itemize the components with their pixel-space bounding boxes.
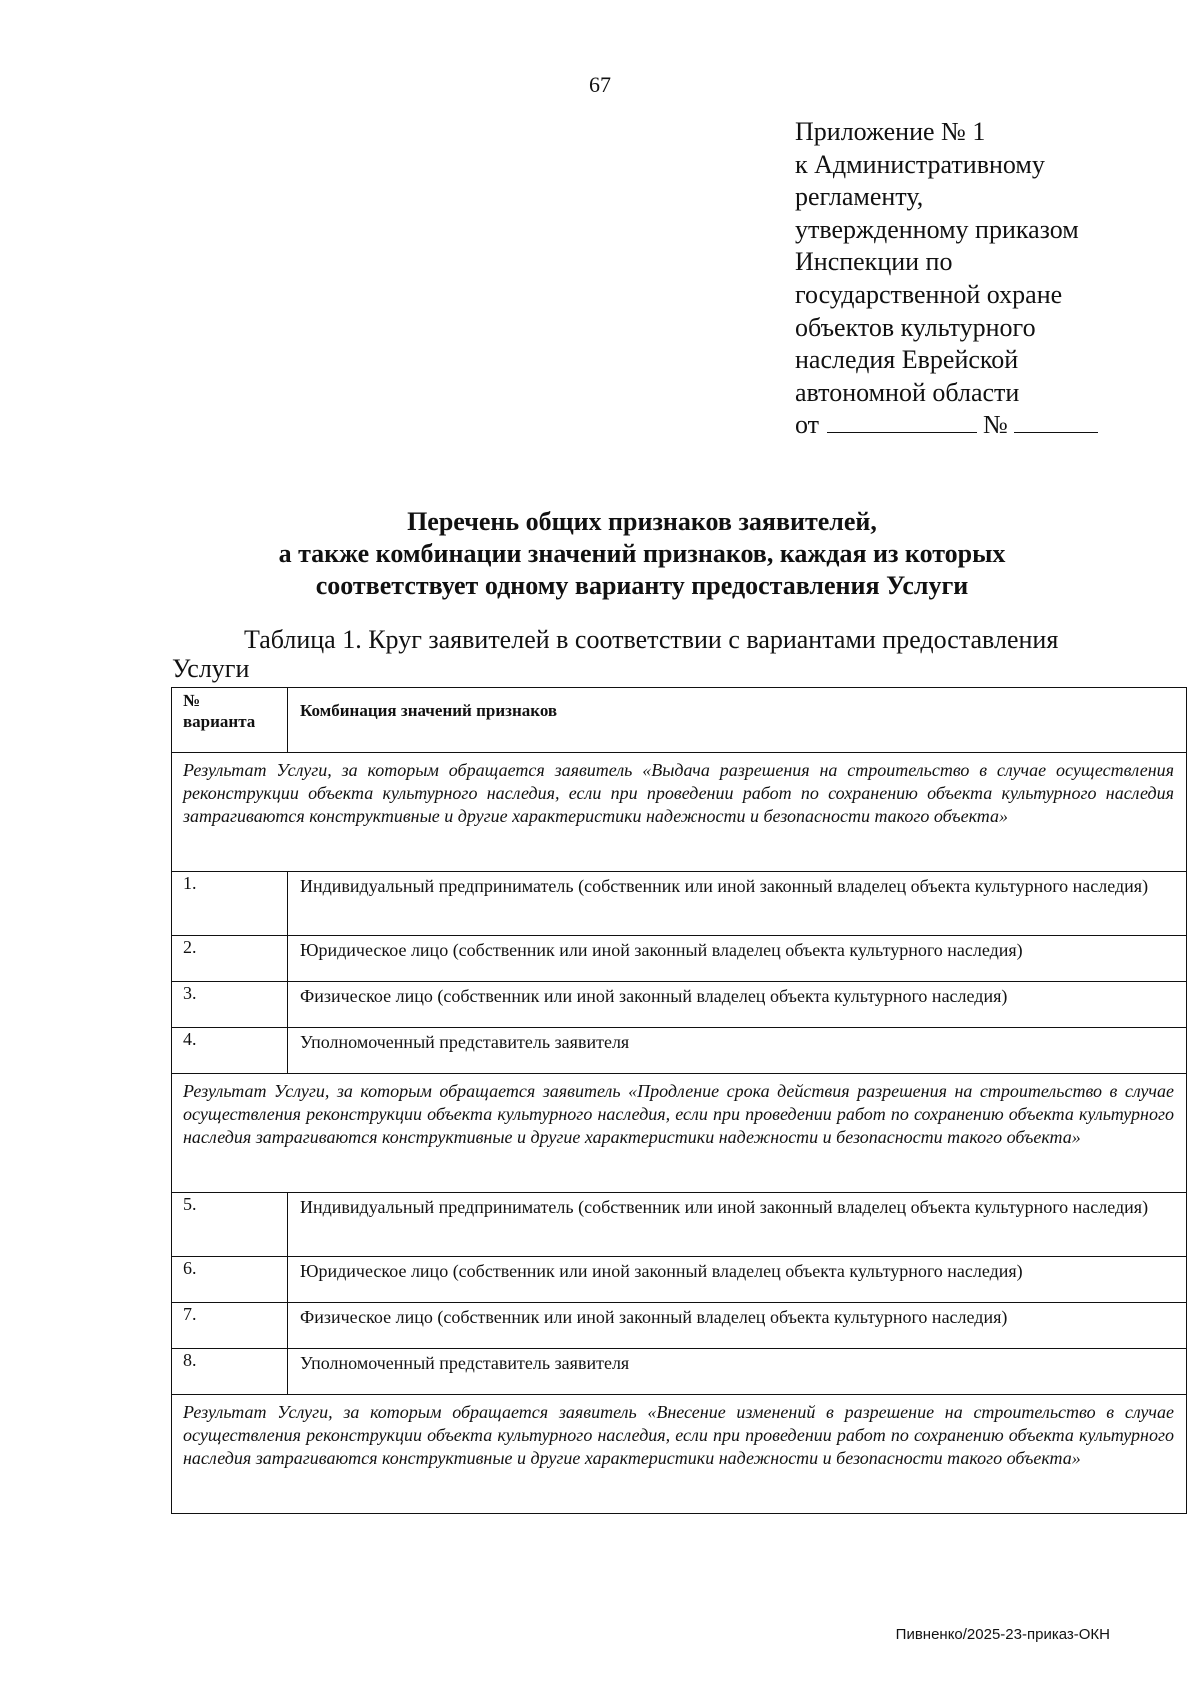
footer-code: Пивненко/2025-23-приказ-ОКН [895, 1626, 1110, 1643]
table-row [172, 982, 1187, 1028]
variant-number: 8. [172, 1349, 288, 1395]
header-combination-cell: Комбинация значений признаков [288, 688, 1187, 753]
variants-table [171, 687, 1187, 1514]
table-row [172, 936, 1187, 982]
variant-description: Физическое лицо (собственник или иной законный владелец объекта культурного наследия) [288, 982, 1187, 1028]
approval-block [795, 116, 1175, 442]
table-caption-text: Таблица 1. Круг заявителей в соответствии с вариантами предоставления Услуги [172, 625, 1059, 683]
variant-description: Уполномоченный представитель заявителя [288, 1349, 1187, 1395]
header-number-line: № [183, 691, 201, 710]
approval-line: наследия Еврейской [795, 345, 1019, 375]
document-title [170, 506, 1114, 602]
number-blank [1014, 410, 1098, 433]
header-number-line: варианта [183, 712, 256, 731]
date-prefix: от [795, 410, 820, 440]
variant-description: Юридическое лицо (собственник или иной законный владелец объекта культурного наследия) [288, 936, 1187, 982]
table-header-row [172, 688, 1187, 753]
section-row [172, 753, 1187, 872]
section-result-text: Результат Услуги, за которым обращается заявитель «Продление срока действия разрешения на строительство в случае осуществления реконструкции объекта культурного наследия, если при проведении работ по сохранению объекта культурного наследия затрагиваются конструктивные и другие характеристики надежности и безопасности такого объекта» [172, 1074, 1187, 1193]
title-line: соответствует одному варианту предоставления Услуги [315, 571, 969, 600]
approval-line: автономной области [795, 377, 1020, 407]
variant-number: 7. [172, 1303, 288, 1349]
table-row [172, 1303, 1187, 1349]
approval-line: утвержденному приказом [795, 214, 1079, 244]
section-result-text: Результат Услуги, за которым обращается заявитель «Выдача разрешения на строительство в случае осуществления реконструкции объекта культурного наследия, если при проведении работ по сохранению объекта культурного наследия затрагиваются конструктивные и другие характеристики надежности и безопасности такого объекта» [172, 753, 1187, 872]
variant-description: Уполномоченный представитель заявителя [288, 1028, 1187, 1074]
section-row [172, 1395, 1187, 1514]
title-line: а также комбинации значений признаков, каждая из которых [278, 539, 1006, 568]
variant-number: 3. [172, 982, 288, 1028]
approval-line: Инспекции по [795, 247, 953, 277]
table-caption [172, 625, 1114, 683]
variant-number: 5. [172, 1193, 288, 1257]
variant-number: 4. [172, 1028, 288, 1074]
table-row [172, 872, 1187, 936]
approval-line: регламенту, [795, 182, 924, 212]
section-row [172, 1074, 1187, 1193]
variant-description: Физическое лицо (собственник или иной законный владелец объекта культурного наследия) [288, 1303, 1187, 1349]
variant-description: Юридическое лицо (собственник или иной законный владелец объекта культурного наследия) [288, 1257, 1187, 1303]
approval-line: государственной охране [795, 279, 1063, 309]
table-row [172, 1193, 1187, 1257]
title-line: Перечень общих признаков заявителей, [407, 507, 877, 536]
approval-line: объектов культурного [795, 312, 1036, 342]
table-row [172, 1257, 1187, 1303]
table-row [172, 1028, 1187, 1074]
variant-description: Индивидуальный предприниматель (собственник или иной законный владелец объекта культурного наследия) [288, 872, 1187, 936]
approval-line: Приложение № 1 [795, 117, 986, 146]
date-blank [827, 410, 977, 433]
section-result-text: Результат Услуги, за которым обращается заявитель «Внесение изменений в разрешение на строительство в случае осуществления реконструкции объекта культурного наследия, если при проведении работ по сохранению объекта культурного наследия затрагиваются конструктивные и другие характеристики надежности и безопасности такого объекта» [172, 1395, 1187, 1514]
variant-number: 1. [172, 872, 288, 936]
page-number: 67 [589, 72, 611, 97]
variant-number: 6. [172, 1257, 288, 1303]
variant-description: Индивидуальный предприниматель (собственник или иной законный владелец объекта культурного наследия) [288, 1193, 1187, 1257]
header-number-cell [172, 688, 288, 753]
table-row [172, 1349, 1187, 1395]
approval-date-line [795, 409, 1175, 442]
approval-line: к Административному [795, 149, 1045, 179]
variant-number: 2. [172, 936, 288, 982]
number-sign: № [983, 410, 1008, 440]
